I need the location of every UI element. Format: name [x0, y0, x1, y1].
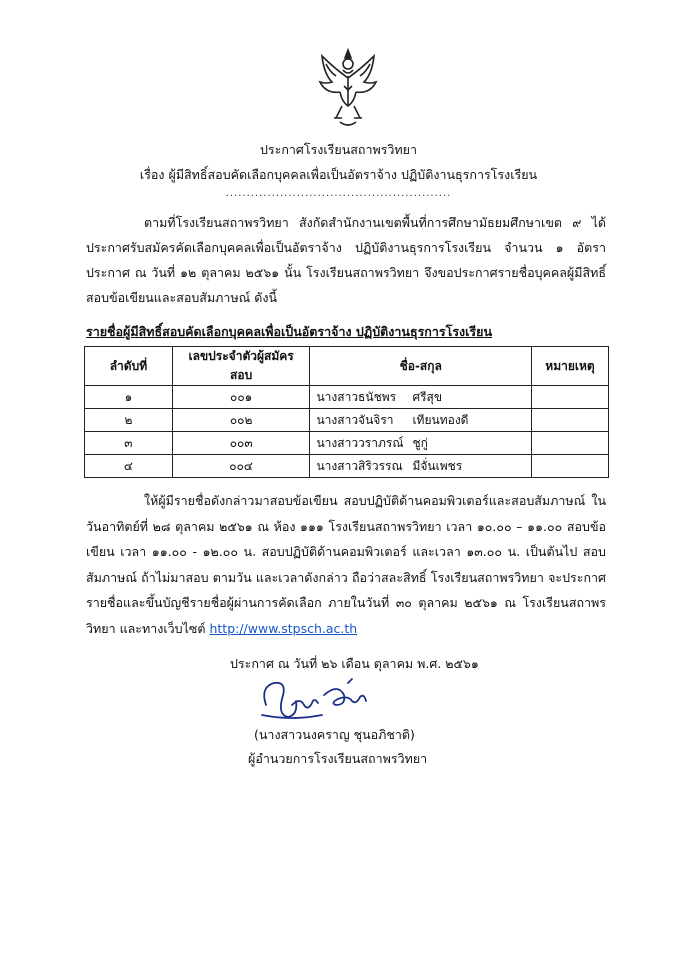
row-full-name [310, 409, 532, 432]
row-first-name: นางสาวสิริวรรณ [316, 458, 403, 473]
table-row [85, 432, 609, 455]
table-row [85, 409, 609, 432]
intro-paragraph: ตามที่โรงเรียนสถาพรวิทยา สังกัดสำนักงานเขตพื้นที่การศึกษามัธยมศึกษาเขต ๙ ได้ประกาศรับสมัครคัดเลือกบุคคลเพื่อเป็นอัตราจ้าง ปฏิบัติงานธุรการโรงเรียน จำนวน ๑ อัตรา ประกาศ ณ วันที่ ๑๒ ตุลาคม ๒๕๖๑ นั้น โรงเรียนสถาพรวิทยา จึงขอประกาศรายชื่อบุคคลผู้มีสิทธิ์สอบข้อเขียนและสอบสัมภาษณ์ ดังนี้ [86, 215, 606, 305]
signer-name: (นางสาวนงคราญ ชุนอภิชาติ) [254, 727, 415, 742]
candidate-table [84, 346, 609, 478]
row-remarks [532, 409, 609, 432]
row-last-name: เทียนทองดี [412, 412, 469, 427]
table-header-row [85, 347, 609, 386]
header-applicant-id: เลขประจำตัวผู้สมัครสอบ [172, 347, 310, 386]
row-last-name: ชูกู่ [412, 435, 428, 450]
row-applicant-id: ๐๐๒ [172, 409, 310, 432]
row-full-name [310, 455, 532, 478]
row-applicant-id: ๐๐๓ [172, 432, 310, 455]
row-order: ๓ [85, 432, 173, 455]
announce-date: ประกาศ ณ วันที่ ๒๖ เดือน ตุลาคม พ.ศ. ๒๕๖๑ [230, 656, 479, 671]
row-full-name [310, 432, 532, 455]
row-remarks [532, 386, 609, 409]
row-first-name: นางสาวธนัชพร [316, 389, 397, 404]
garuda-emblem-icon [316, 46, 380, 130]
row-applicant-id: ๐๐๔ [172, 455, 310, 478]
signature-icon [252, 675, 382, 725]
header-full-name: ชื่อ-สกุล [310, 347, 532, 386]
header-order: ลำดับที่ [85, 347, 173, 386]
announcement-subject: เรื่อง ผู้มีสิทธิ์สอบคัดเลือกบุคคลเพื่อเป็นอัตราจ้าง ปฏิบัติงานธุรการโรงเรียน [139, 167, 538, 182]
row-remarks [532, 432, 609, 455]
row-order: ๒ [85, 409, 173, 432]
schedule-text: ให้ผู้มีรายชื่อดังกล่าวมาสอบข้อเขียน สอบปฏิบัติด้านคอมพิวเตอร์และสอบสัมภาษณ์ ในวันอาทิตย์ที่ ๒๘ ตุลาคม ๒๕๖๑ ณ ห้อง ๑๑๑ โรงเรียนสถาพรวิทยา เวลา ๑๐.๐๐ – ๑๑.๐๐ สอบข้อเขียน เวลา ๑๑.๐๐ - ๑๒.๐๐ น. สอบปฏิบัติด้านคอมพิวเตอร์ และเวลา ๑๓.๐๐ น. เป็นต้นไป สอบสัมภาษณ์ ถ้าไม่มาสอบ ตามวัน และเวลาดังกล่าว ถือว่าสละสิทธิ์ โรงเรียนสถาพรวิทยา จะประกาศรายชื่อและขึ้นบัญชีรายชื่อผู้ผ่านการคัดเลือก ภายในวันที่ ๓๐ ตุลาคม ๒๕๖๑ ณ โรงเรียนสถาพรวิทยา และทางเว็บไซต์ [86, 493, 606, 636]
row-order: ๑ [85, 386, 173, 409]
row-full-name [310, 386, 532, 409]
table-row [85, 455, 609, 478]
row-applicant-id: ๐๐๑ [172, 386, 310, 409]
row-remarks [532, 455, 609, 478]
announcement-title: ประกาศโรงเรียนสถาพรวิทยา [259, 142, 418, 157]
signer-position: ผู้อำนวยการโรงเรียนสถาพรวิทยา [248, 751, 428, 766]
table-row [85, 386, 609, 409]
row-first-name: นางสาววราภรณ์ [316, 435, 404, 450]
candidate-list-heading: รายชื่อผู้มีสิทธิ์สอบคัดเลือกบุคคลเพื่อเป็นอัตราจ้าง ปฏิบัติงานธุรการโรงเรียน [86, 324, 492, 339]
schedule-paragraph [86, 488, 606, 641]
row-order: ๔ [85, 455, 173, 478]
row-last-name: มีจั่นเพชร [412, 458, 463, 473]
divider-dots: ...................................................... [225, 188, 452, 199]
header-remarks: หมายเหตุ [532, 347, 609, 386]
row-last-name: ศรีสุข [412, 389, 443, 404]
row-first-name: นางสาวจันจิรา [316, 412, 394, 427]
website-link[interactable]: http://www.stpsch.ac.th [209, 620, 358, 636]
